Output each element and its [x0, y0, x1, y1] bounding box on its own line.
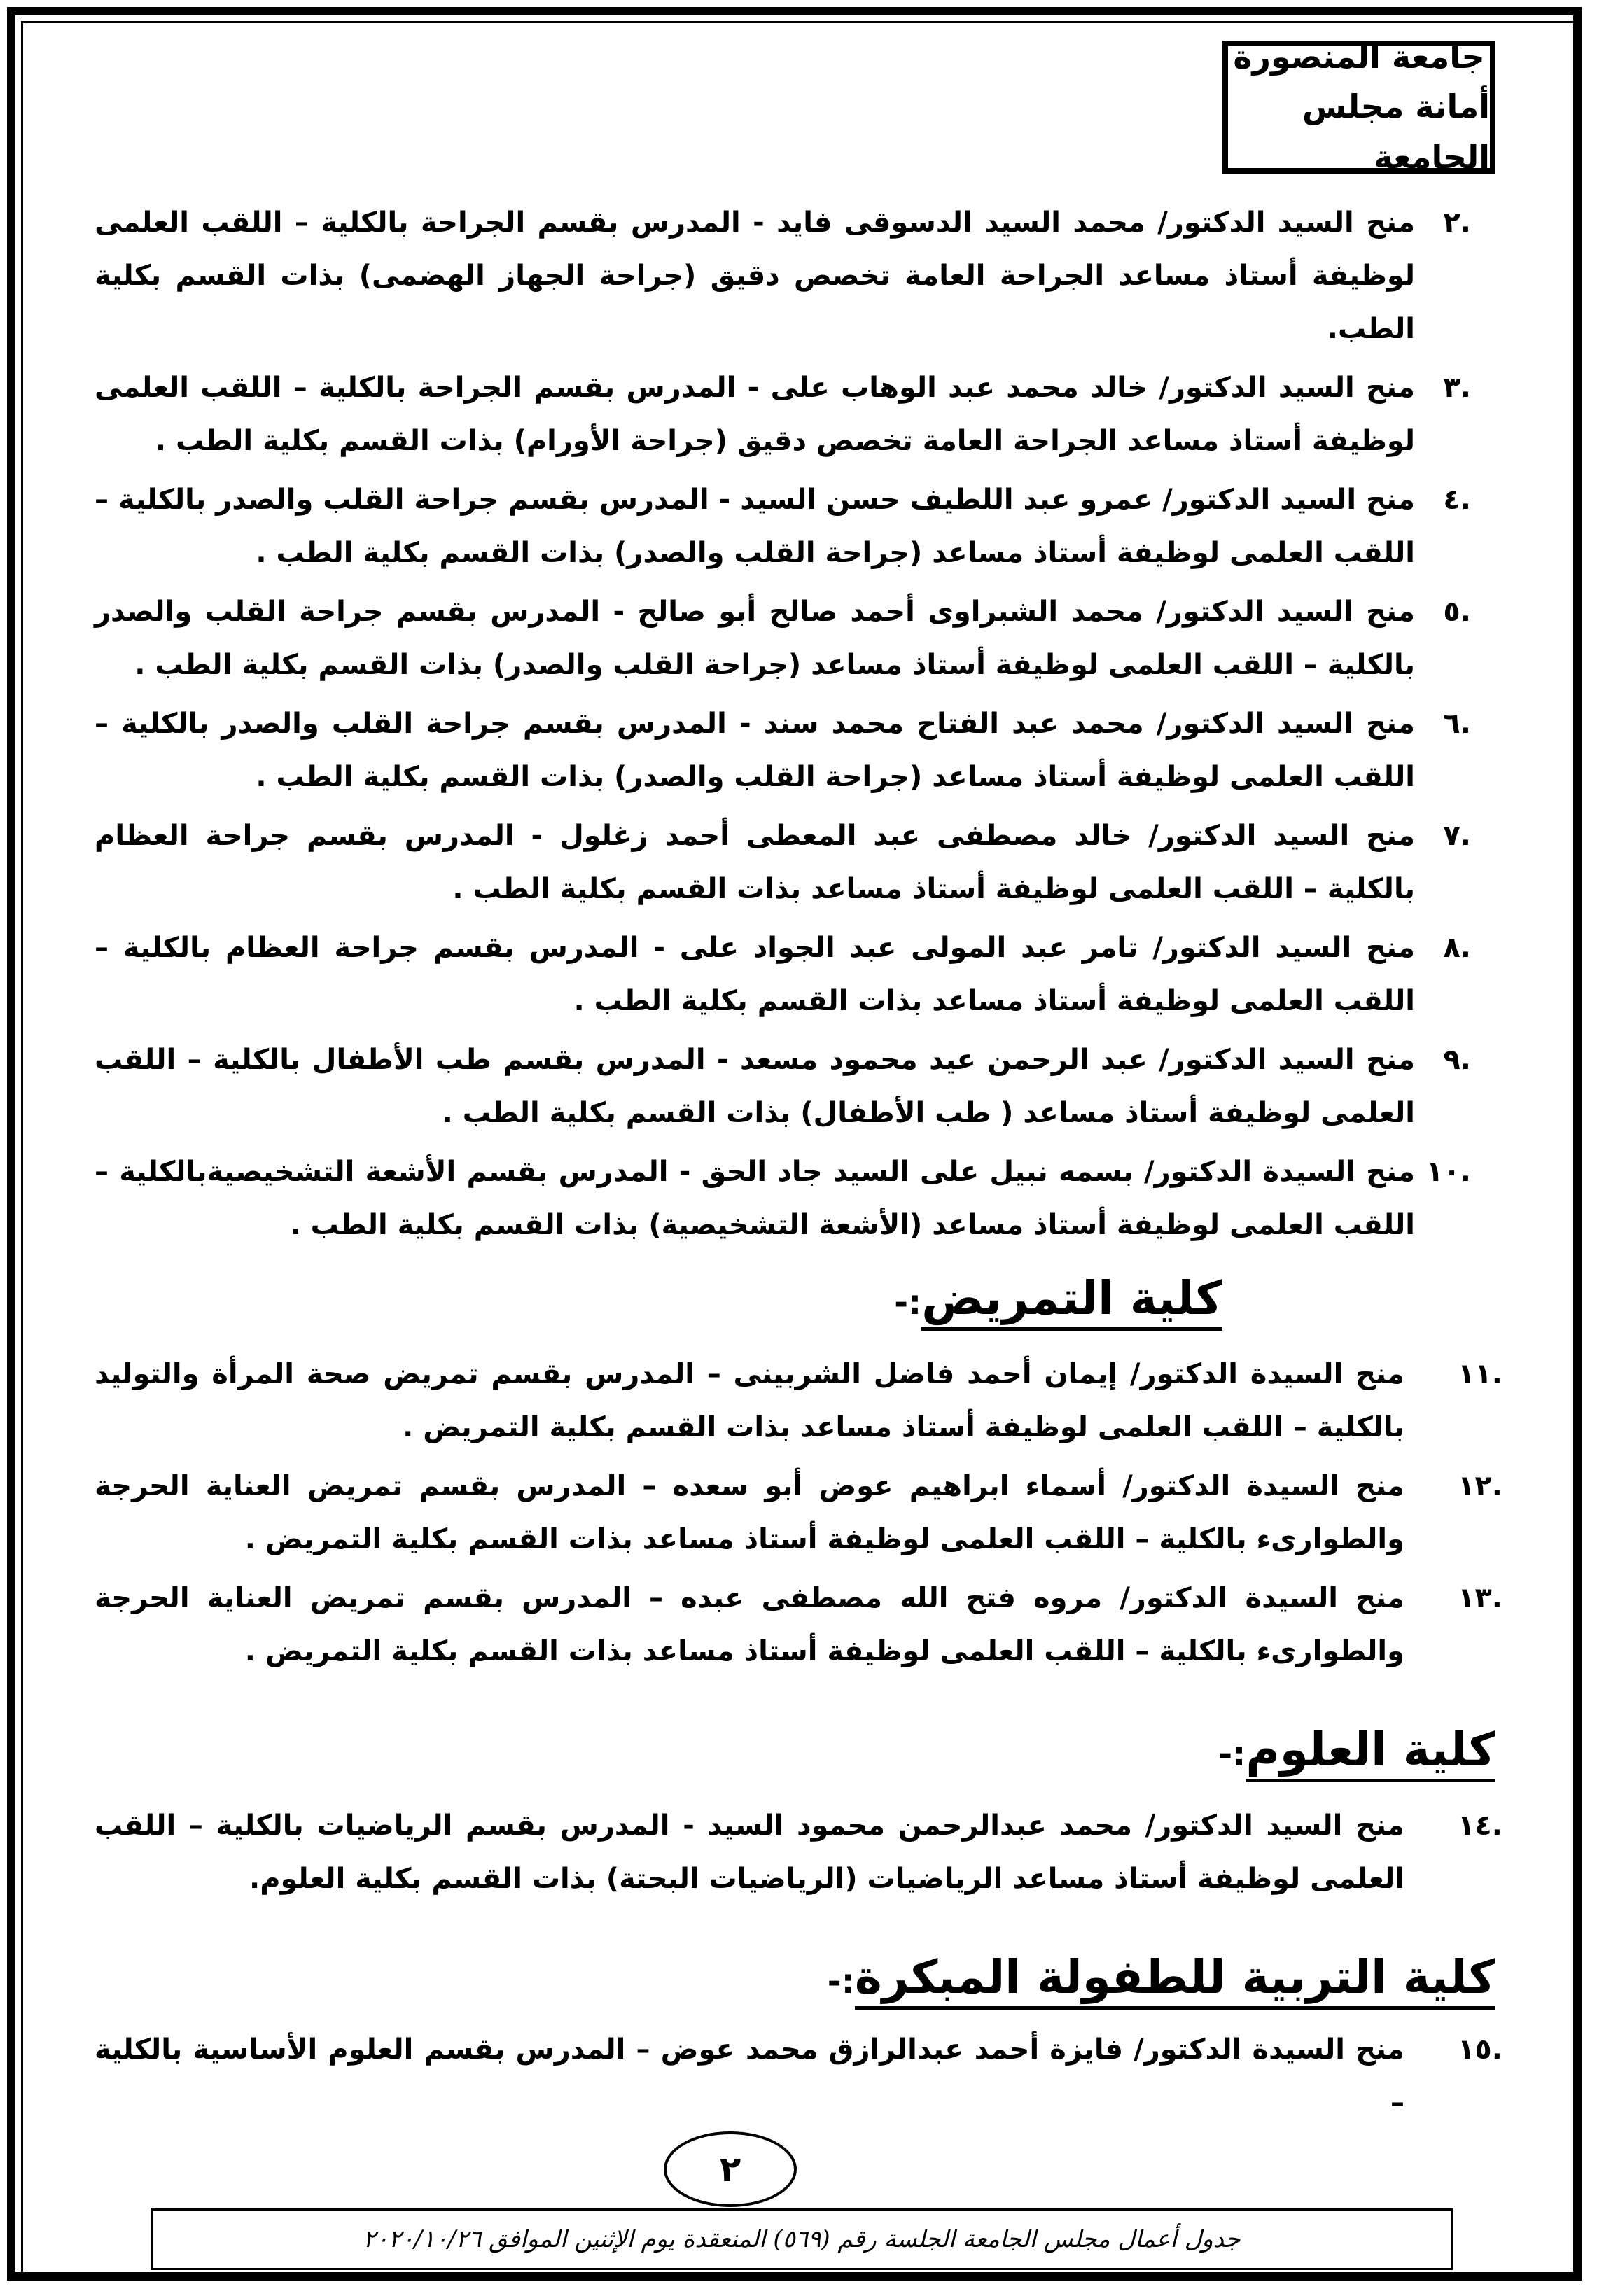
- item-text: منح السيد الدكتور/ محمد السيد الدسوقى فايد - المدرس بقسم الجراحة بالكلية – اللقب العلمى لوظيفة أستاذ مساعد الجراحة العامة تخصص دقيق (جراحة الجهاز الهضمى) بذات القسم بكلية الطب.: [95, 206, 1415, 345]
- item-number: .١٥: [1457, 2033, 1502, 2066]
- item-number: .٥: [1443, 596, 1471, 628]
- medicine-decisions-list: [95, 196, 1471, 1257]
- item-number: .٤: [1443, 484, 1471, 516]
- footer-agenda-line: جدول أعمال مجلس الجامعة الجلسة رقم (٥٦٩) المنعقدة يوم الإثنين الموافق ٢٠٢٠/١٠/٢٦: [151, 2208, 1453, 2270]
- decision-item: [95, 697, 1471, 804]
- item-text: منح السيدة الدكتور/ أسماء ابراهيم عوض أبو سعده – المدرس بقسم تمريض العناية الحرجة والطوارىء بالكلية – اللقب العلمى لوظيفة أستاذ مساعد بذات القسم بكلية التمريض .: [95, 1470, 1404, 1555]
- science-decisions-list: [95, 1799, 1502, 1911]
- item-text: منح السيدة الدكتور/ إيمان أحمد فاضل الشربينى – المدرس بقسم تمريض صحة المرأة والتوليد بالكلية – اللقب العلمى لوظيفة أستاذ مساعد بذات القسم بكلية التمريض .: [95, 1358, 1404, 1443]
- item-number: .٦: [1443, 708, 1471, 740]
- item-number: .١٣: [1457, 1582, 1502, 1614]
- item-number: .١٤: [1457, 1809, 1502, 1842]
- item-text: منح السيدة الدكتور/ بسمه نبيل على السيد جاد الحق - المدرس بقسم الأشعة التشخيصيةبالكلية – اللقب العلمى لوظيفة أستاذ مساعد (الأشعة التشخيصية) بذات القسم بكلية الطب .: [95, 1156, 1415, 1241]
- section-title: كلية التمريض: [921, 1270, 1222, 1331]
- council-secretariat: أمانة مجلس الجامعة: [1302, 88, 1490, 176]
- item-number: .٢: [1443, 206, 1471, 239]
- section-suffix: :-: [894, 1283, 922, 1322]
- section-suffix: :-: [827, 1962, 855, 2001]
- item-number: .١٠: [1425, 1156, 1471, 1188]
- decision-item: [95, 809, 1471, 916]
- item-text: منح السيد الدكتور/ محمد عبد الفتاح محمد سند - المدرس بقسم جراحة القلب والصدر بالكلية – اللقب العلمى لوظيفة أستاذ مساعد (جراحة القلب والصدر) بذات القسم بكلية الطب .: [95, 708, 1415, 793]
- decision-item: [95, 1799, 1502, 1905]
- decision-item: [95, 921, 1471, 1028]
- item-number: .٨: [1443, 932, 1471, 964]
- early-childhood-decisions-list: [95, 2023, 1502, 2135]
- item-text: منح السيد الدكتور/ خالد مصطفى عبد المعطى أحمد زغلول - المدرس بقسم جراحة العظام بالكلية – اللقب العلمى لوظيفة أستاذ مساعد بذات القسم بكلية الطب .: [95, 820, 1415, 905]
- nursing-decisions-list: [95, 1348, 1502, 1684]
- item-text: منح السيد الدكتور/ تامر عبد المولى عبد الجواد على - المدرس بقسم جراحة العظام بالكلية – اللقب العلمى لوظيفة أستاذ مساعد بذات القسم بكلية الطب .: [95, 932, 1415, 1017]
- section-suffix: :-: [1218, 1735, 1246, 1774]
- decision-item: [95, 1348, 1502, 1454]
- decision-item: [95, 1460, 1502, 1566]
- decision-item: [95, 1572, 1502, 1678]
- item-number: .١١: [1457, 1358, 1502, 1390]
- item-text: منح السيد الدكتور/ محمد عبدالرحمن محمود السيد - المدرس بقسم الرياضيات بالكلية – اللقب العلمى لوظيفة أستاذ مساعد الرياضيات (الرياضيات البحتة) بذات القسم بكلية العلوم.: [95, 1809, 1404, 1895]
- section-title: كلية العلوم: [1246, 1722, 1495, 1782]
- university-name: جامعة المنصورة: [1233, 38, 1485, 76]
- item-number: .٩: [1443, 1044, 1471, 1076]
- decision-item: [95, 2023, 1502, 2129]
- decision-item: [95, 196, 1471, 356]
- item-text: منح السيدة الدكتور/ مروه فتح الله مصطفى عبده – المدرس بقسم تمريض العناية الحرجة والطوارىء بالكلية – اللقب العلمى لوظيفة أستاذ مساعد بذات القسم بكلية التمريض .: [95, 1582, 1404, 1667]
- item-text: منح السيد الدكتور/ خالد محمد عبد الوهاب على - المدرس بقسم الجراحة بالكلية – اللقب العلمى لوظيفة أستاذ مساعد الجراحة العامة تخصص دقيق (جراحة الأورام) بذات القسم بكلية الطب .: [95, 372, 1415, 457]
- decision-item: [95, 1033, 1471, 1140]
- item-text: منح السيدة الدكتور/ فايزة أحمد عبدالرازق محمد عوض – المدرس بقسم العلوم الأساسية بالكلية –: [95, 2033, 1404, 2119]
- section-heading-nursing: [894, 1270, 1222, 1331]
- section-title: كلية التربية للطفولة المبكرة: [855, 1949, 1495, 2010]
- item-text: منح السيد الدكتور/ عمرو عبد اللطيف حسن السيد - المدرس بقسم جراحة القلب والصدر بالكلية – اللقب العلمى لوظيفة أستاذ مساعد (جراحة القلب والصدر) بذات القسم بكلية الطب .: [95, 484, 1415, 569]
- section-heading-early-childhood: [828, 1949, 1495, 2010]
- item-number: .٧: [1443, 820, 1471, 852]
- item-number: .١٢: [1457, 1470, 1502, 1502]
- item-text: منح السيد الدكتور/ محمد الشبراوى أحمد صالح أبو صالح - المدرس بقسم جراحة القلب والصدر بالكلية – اللقب العلمى لوظيفة أستاذ مساعد (جراحة القلب والصدر) بذات القسم بكلية الطب .: [95, 596, 1415, 681]
- item-number: .٣: [1443, 372, 1471, 404]
- page-number: ٢: [664, 2132, 797, 2207]
- item-text: منح السيد الدكتور/ عبد الرحمن عيد محمود مسعد - المدرس بقسم طب الأطفال بالكلية – اللقب العلمى لوظيفة أستاذ مساعد ( طب الأطفال) بذات القسم بكلية الطب .: [95, 1044, 1415, 1129]
- decision-item: [95, 361, 1471, 468]
- decision-item: [95, 473, 1471, 580]
- decision-item: [95, 1145, 1471, 1252]
- section-heading-science: [1218, 1722, 1495, 1782]
- university-header-box: [1222, 38, 1495, 176]
- decision-item: [95, 585, 1471, 692]
